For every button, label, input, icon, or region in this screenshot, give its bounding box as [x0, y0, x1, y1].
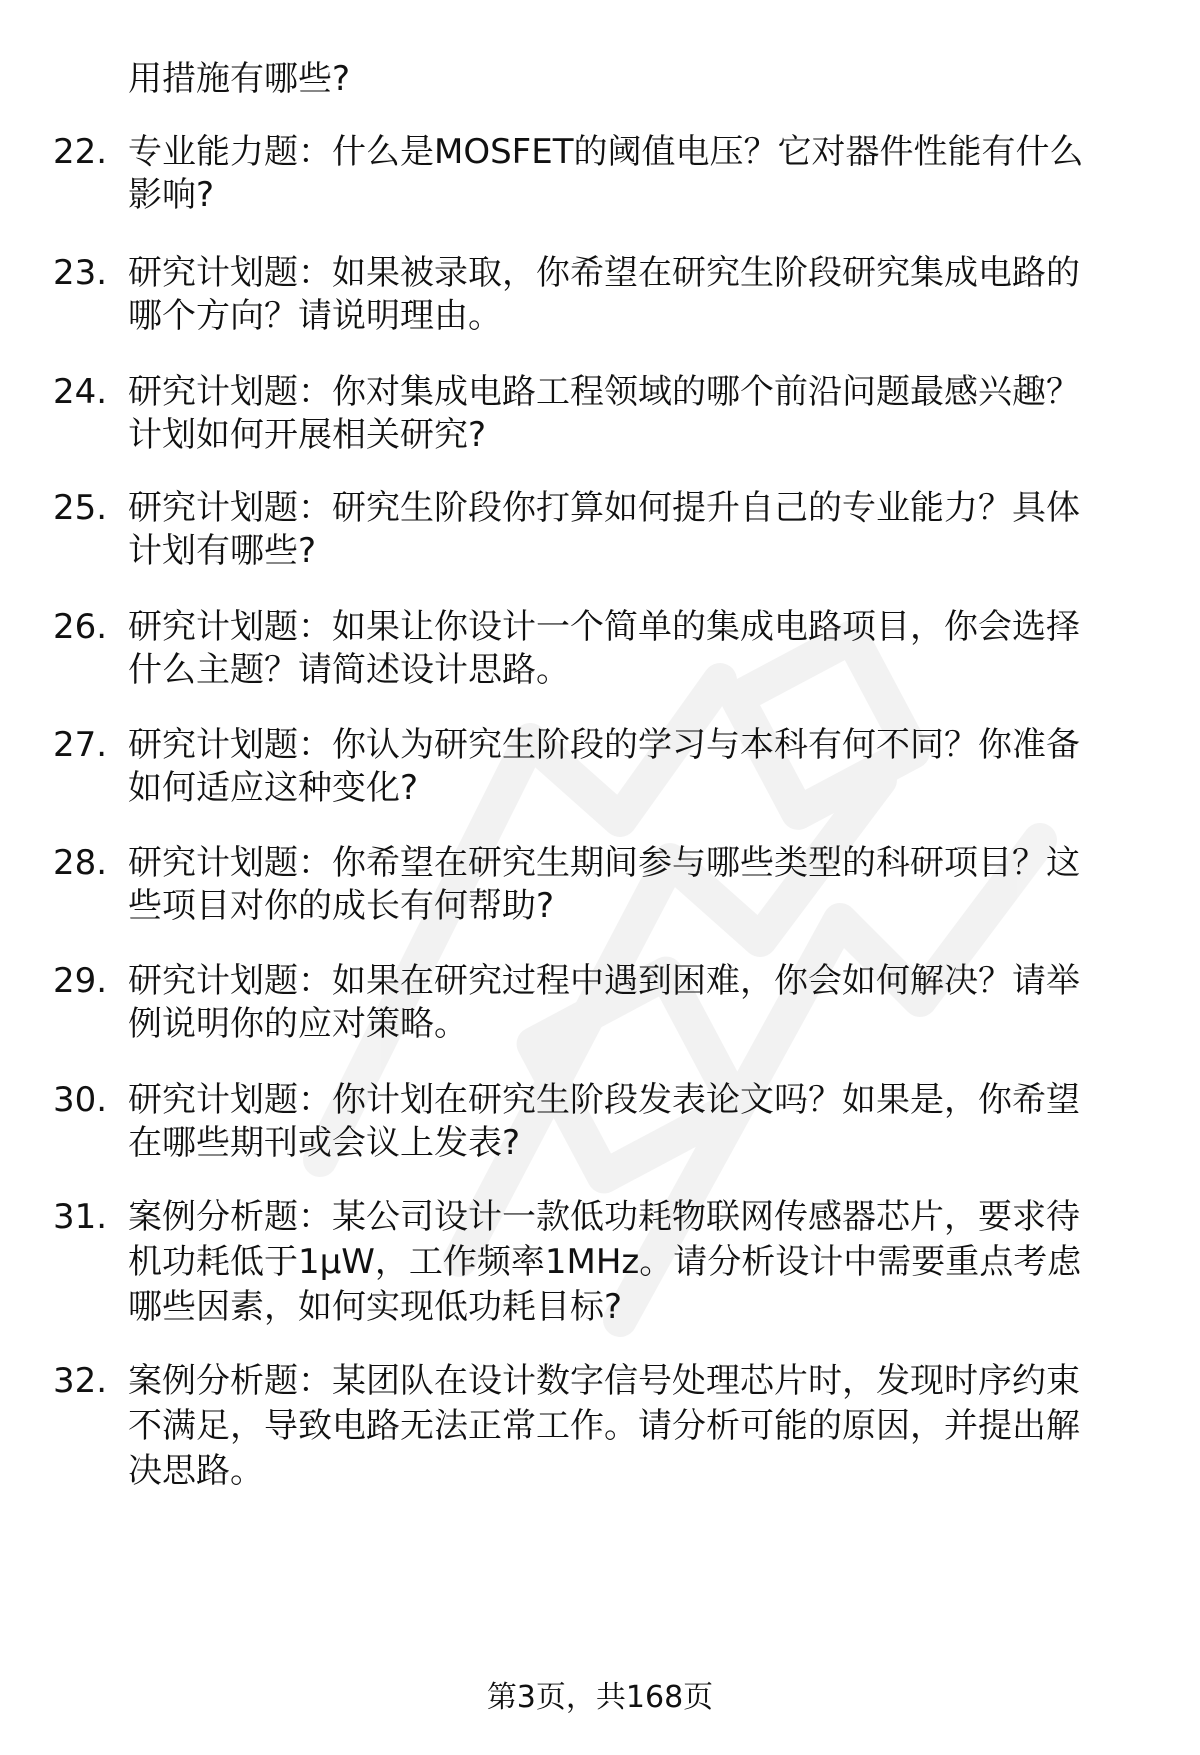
question-text-line: 研究计划题：你计划在研究生阶段发表论文吗？如果是，你希望 — [128, 1080, 1080, 1120]
question-text-line: 计划有哪些? — [128, 531, 317, 571]
question-text-line: 计划如何开展相关研究? — [128, 415, 487, 455]
continued-question-text: 用措施有哪些? — [128, 59, 351, 99]
question-text-line: 不满足，导致电路无法正常工作。请分析可能的原因，并提出解 — [128, 1406, 1080, 1446]
question-number: 25. — [53, 488, 108, 528]
question-text-line: 案例分析题：某公司设计一款低功耗物联网传感器芯片，要求待 — [128, 1197, 1080, 1237]
question-number: 29. — [53, 961, 108, 1001]
page-number-footer: 第3页，共168页 — [486, 1680, 714, 1715]
question-text-line: 案例分析题：某团队在设计数字信号处理芯片时，发现时序约束 — [128, 1361, 1080, 1401]
question-text-line: 哪个方向？请说明理由。 — [128, 296, 502, 336]
question-text-line: 决思路。 — [128, 1451, 264, 1491]
question-text-line: 研究计划题：如果让你设计一个简单的集成电路项目，你会选择 — [128, 607, 1080, 647]
question-text-line: 研究计划题：研究生阶段你打算如何提升自己的专业能力？具体 — [128, 488, 1080, 528]
question-text-line: 研究计划题：你希望在研究生期间参与哪些类型的科研项目？这 — [128, 843, 1080, 883]
question-text-line: 如何适应这种变化? — [128, 768, 419, 808]
question-number: 24. — [53, 372, 108, 412]
question-number: 28. — [53, 843, 108, 883]
question-text-line: 研究计划题：你认为研究生阶段的学习与本科有何不同？你准备 — [128, 725, 1080, 765]
question-number: 31. — [53, 1197, 108, 1237]
question-text-line: 影响? — [128, 175, 215, 215]
question-number: 27. — [53, 725, 108, 765]
question-text-line: 机功耗低于1μW，工作频率1MHz。请分析设计中需要重点考虑 — [128, 1242, 1082, 1282]
question-text-line: 哪些因素，如何实现低功耗目标? — [128, 1287, 623, 1327]
question-text-line: 什么主题？请简述设计思路。 — [128, 650, 570, 690]
question-text-line: 研究计划题：如果被录取，你希望在研究生阶段研究集成电路的 — [128, 253, 1080, 293]
question-text-line: 研究计划题：如果在研究过程中遇到困难，你会如何解决？请举 — [128, 961, 1080, 1001]
question-text-line: 些项目对你的成长有何帮助? — [128, 886, 555, 926]
question-number: 32. — [53, 1361, 108, 1401]
question-text-line: 研究计划题：你对集成电路工程领域的哪个前沿问题最感兴趣？ — [128, 372, 1080, 412]
question-number: 23. — [53, 253, 108, 293]
question-number: 26. — [53, 607, 108, 647]
question-number: 30. — [53, 1080, 108, 1120]
question-text-line: 在哪些期刊或会议上发表? — [128, 1123, 521, 1163]
question-text-line: 例说明你的应对策略。 — [128, 1004, 468, 1044]
question-text-line: 专业能力题：什么是MOSFET的阈值电压？它对器件性能有什么 — [128, 132, 1084, 172]
question-number: 22. — [53, 132, 108, 172]
